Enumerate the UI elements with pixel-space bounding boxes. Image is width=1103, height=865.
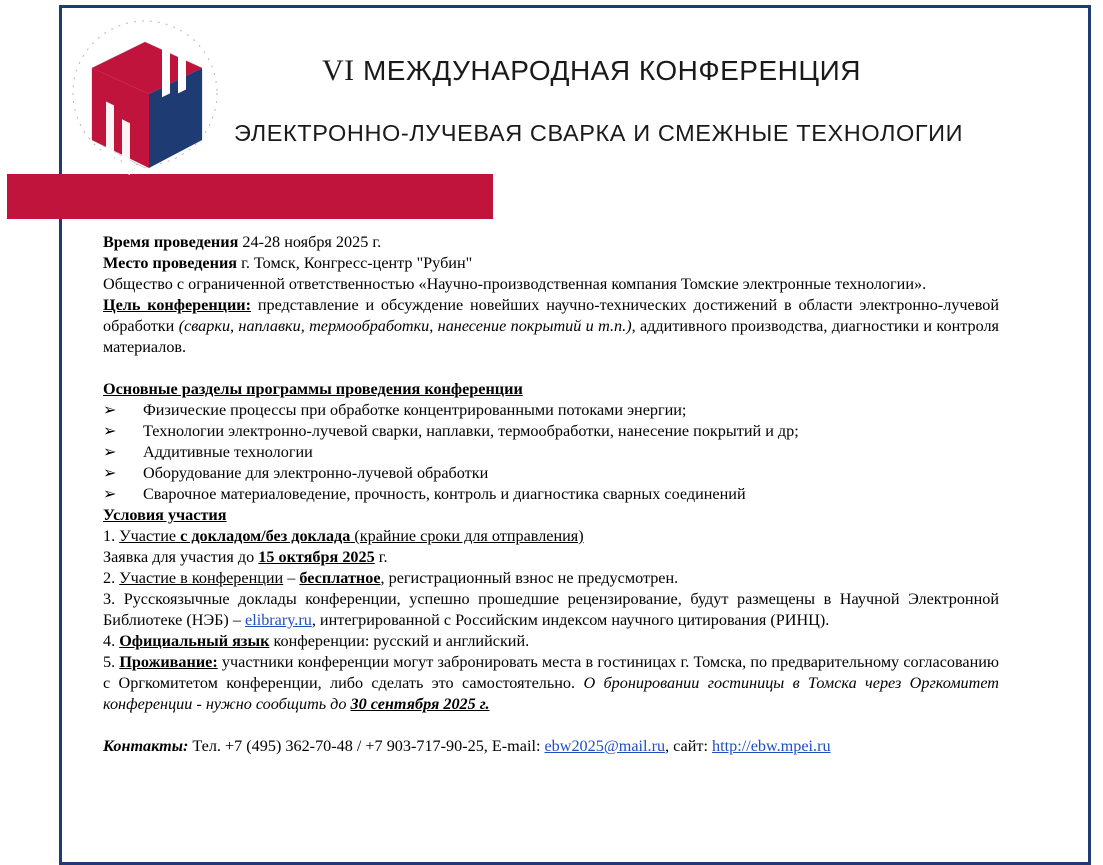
spacer [103, 358, 999, 379]
condition-5-italic: О бронировании гостиницы в Томска через Оргкомитет конференции - нужно сообщить до [103, 674, 999, 713]
condition-4 [103, 631, 999, 652]
arrow-bullet-icon: ➢ [103, 401, 117, 419]
condition-1-text [119, 527, 583, 545]
condition-2 [103, 568, 999, 589]
hotel-deadline-date: 30 сентября 2025 г. [350, 695, 490, 713]
organizer-line: Общество с ограниченной ответственностью «Научно-производственная компания Томские электронные технологии». [103, 275, 927, 293]
section-item [103, 484, 999, 505]
section-item-text: Физические процессы при обработке концентрированными потоками энергии; [143, 401, 687, 419]
condition-number: 5. [103, 653, 120, 671]
section-item [103, 421, 999, 442]
arrow-bullet-icon: ➢ [103, 485, 117, 503]
condition-4-b: конференции: русский и английский. [269, 632, 530, 650]
arrow-bullet-icon: ➢ [103, 422, 117, 440]
goal-paragraph [103, 295, 999, 358]
contacts-line [103, 736, 999, 757]
sections-heading: Основные разделы программы проведения конференции [103, 380, 523, 398]
condition-1-a: Участие [119, 527, 181, 545]
goal-italic: (сварки, наплавки, термообработки, нанесение покрытий и т.п.) [178, 317, 632, 335]
section-item-text: Сварочное материаловедение, прочность, контроль и диагностика сварных соединений [143, 485, 746, 503]
title-roman-numeral: VI [322, 54, 355, 87]
conditions-heading: Условия участия [103, 506, 227, 524]
condition-2-a: Участие в конференции [119, 569, 284, 587]
time-line [103, 232, 999, 253]
condition-2-b: – [283, 569, 300, 587]
condition-1 [103, 526, 999, 547]
time-label: Время проведения [103, 233, 239, 251]
condition-1-c: (крайние сроки для отправления) [350, 527, 584, 545]
title-text: МЕЖДУНАРОДНАЯ КОНФЕРЕНЦИЯ [362, 55, 861, 86]
place-line [103, 253, 999, 274]
arrow-bullet-icon: ➢ [103, 443, 117, 461]
email-link[interactable]: ebw2025@mail.ru [544, 737, 666, 755]
condition-3 [103, 589, 999, 631]
elibrary-link[interactable]: elibrary.ru [245, 611, 312, 629]
section-item [103, 442, 999, 463]
condition-1-b: с докладом/без доклада [180, 527, 351, 545]
condition-number: 2. [103, 569, 120, 587]
deadline-date: 15 октября 2025 [258, 548, 375, 566]
condition-4-a: Официальный язык [119, 632, 270, 650]
section-item [103, 400, 999, 421]
condition-number: 4. [103, 632, 120, 650]
condition-3-b: , интегрированной с Российским индексом научного цитирования (РИНЦ). [311, 611, 830, 629]
section-item-text: Технологии электронно-лучевой сварки, наплавки, термообработки, нанесение покрытий и др; [143, 422, 799, 440]
application-deadline [103, 547, 999, 568]
red-accent-band [7, 174, 493, 219]
goal-text-1: представление и обсуждение новейших научно-технических достижений в области электронно-лучевой обработки [103, 296, 999, 335]
spacer [103, 715, 999, 736]
contacts-phones: Тел. +7 (495) 362-70-48 / +7 903-717-90-25, E-mail: [188, 737, 545, 755]
condition-3-a: 3. Русскоязычные доклады конференции, успешно прошедшие рецензирование, будут размещены в Научной Электронной Библиотеке (НЭБ) – [103, 590, 999, 629]
condition-5-b: участники конференции могут забронировать места в гостиницах г. Томска, по предварительному согласованию с Оргкомитетом конференции, либо сделать это самостоятельно. [103, 653, 999, 692]
deadline-text-c: г. [374, 548, 388, 566]
goal-label: Цель конференции: [103, 296, 252, 314]
condition-5-a: Проживание: [119, 653, 218, 671]
condition-2-d: , регистрационный взнос не предусмотрен. [380, 569, 679, 587]
condition-5 [103, 652, 999, 715]
contacts-site-label: , сайт: [665, 737, 713, 755]
condition-2-free: бесплатное [299, 569, 381, 587]
deadline-text-a: Заявка для участия до [103, 548, 259, 566]
condition-number: 1. [103, 527, 120, 545]
section-item [103, 463, 999, 484]
conference-title [322, 54, 861, 88]
site-link[interactable]: http://ebw.mpei.ru [712, 737, 831, 755]
conference-subtitle: ЭЛЕКТРОННО-ЛУЧЕВАЯ СВАРКА И СМЕЖНЫЕ ТЕХНОЛОГИИ [234, 120, 964, 146]
time-value: 24-28 ноября 2025 г. [238, 233, 382, 251]
goal-text-2: , аддитивного производства, диагностики и контроля материалов. [103, 317, 999, 356]
section-item-text: Аддитивные технологии [143, 443, 313, 461]
section-item-text: Оборудование для электронно-лучевой обработки [143, 464, 489, 482]
contacts-label: Контакты: [103, 737, 189, 755]
arrow-bullet-icon: ➢ [103, 464, 117, 482]
place-label: Место проведения [103, 254, 238, 272]
conference-body [103, 232, 999, 757]
place-value: г. Томск, Конгресс-центр "Рубин" [237, 254, 473, 272]
ebw-logo [62, 10, 228, 176]
